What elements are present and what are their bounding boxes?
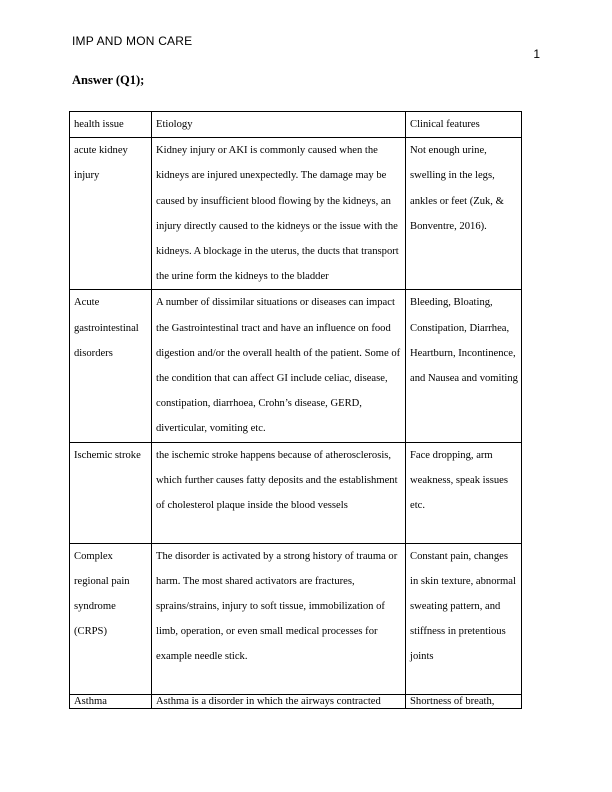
running-head: IMP AND MON CARE (72, 34, 193, 48)
cell-etiology: the ischemic stroke happens because of atherosclerosis, which further causes fatty deposits and the establishment of cholesterol plaque inside the blood vessels (152, 442, 406, 543)
cell-health-issue: acute kidney injury (70, 138, 152, 290)
header-health-issue: health issue (70, 112, 152, 138)
table-row (70, 138, 522, 290)
cell-etiology: The disorder is activated by a strong history of trauma or harm. The most shared activators are fractures, sprains/strains, injury to soft tissue, immobilization of limb, operation, or even small medical processes for example needle stick. (152, 543, 406, 694)
cell-health-issue: Acute gastrointestinal disorders (70, 290, 152, 442)
header-clinical-features: Clinical features (406, 112, 522, 138)
table-row (70, 442, 522, 543)
cell-health-issue: Ischemic stroke (70, 442, 152, 543)
cell-etiology: Asthma is a disorder in which the airways contracted (152, 694, 406, 708)
table-row (70, 290, 522, 442)
table-header-row (70, 112, 522, 138)
header-etiology: Etiology (152, 112, 406, 138)
cell-clinical-features: Constant pain, changes in skin texture, abnormal sweating pattern, and stiffness in pretentious joints (406, 543, 522, 694)
table-row (70, 543, 522, 694)
cell-etiology: A number of dissimilar situations or diseases can impact the Gastrointestinal tract and have an influence on food digestion and/or the overall health of the patient. Some of the condition that can affect GI include celiac, disease, constipation, diarrhoea, Crohn’s disease, GERD, diverticular, vomiting etc. (152, 290, 406, 442)
health-issues-table (69, 111, 522, 709)
cell-health-issue: Asthma (70, 694, 152, 708)
cell-etiology: Kidney injury or AKI is commonly caused when the kidneys are injured unexpectedly. The damage may be caused by insufficient blood flowing by the kidneys, an injury directly caused to the kidneys or the issue with the kidneys. A blockage in the uterus, the ducts that transport the urine form the kidneys to the bladder (152, 138, 406, 290)
cell-clinical-features: Not enough urine, swelling in the legs, ankles or feet (Zuk, & Bonventre, 2016). (406, 138, 522, 290)
page-number: 1 (533, 47, 540, 61)
cell-clinical-features: Shortness of breath, (406, 694, 522, 708)
answer-heading: Answer (Q1); (72, 73, 145, 87)
cell-health-issue: Complex regional pain syndrome (CRPS) (70, 543, 152, 694)
cell-clinical-features: Bleeding, Bloating, Constipation, Diarrhea, Heartburn, Incontinence, and Nausea and vomiting (406, 290, 522, 442)
table-row (70, 694, 522, 708)
cell-clinical-features: Face dropping, arm weakness, speak issues etc. (406, 442, 522, 543)
